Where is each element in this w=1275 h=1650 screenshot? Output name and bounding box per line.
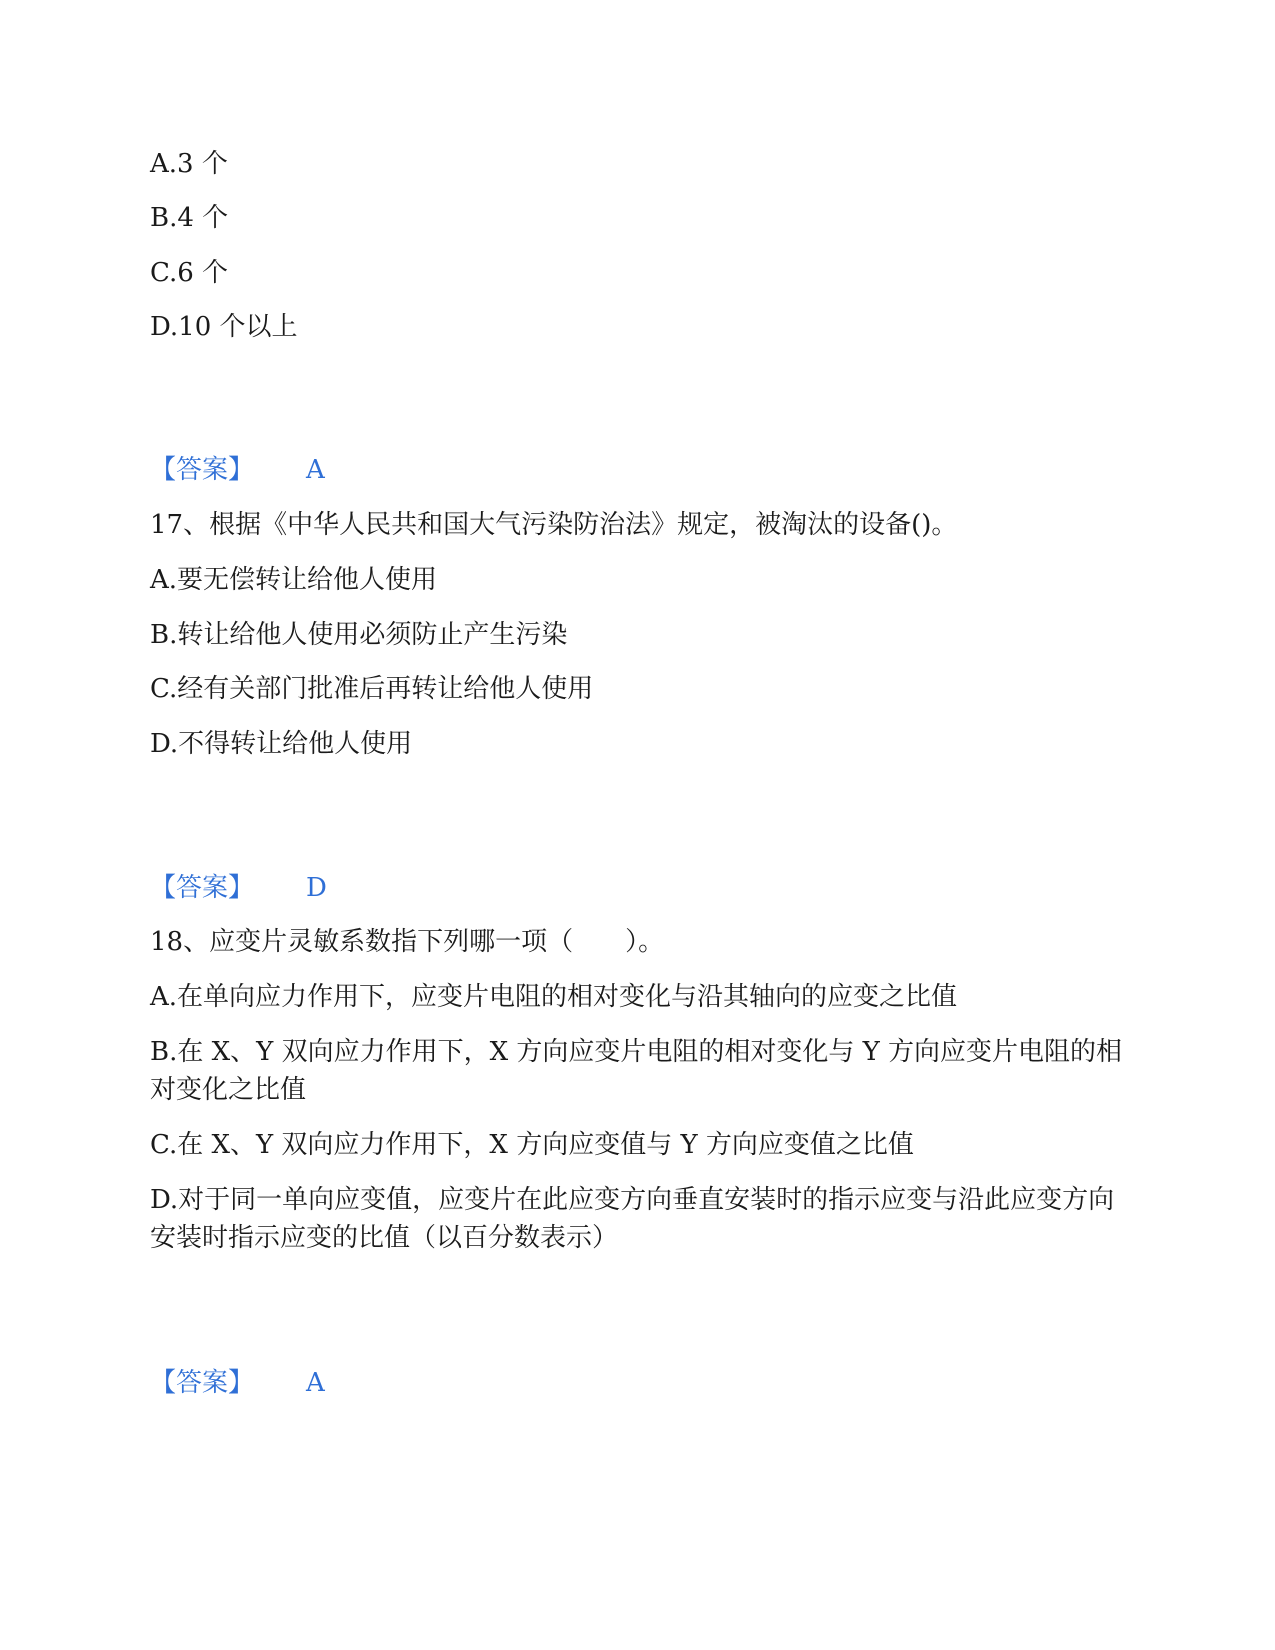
- answer-value: D: [306, 873, 327, 903]
- answer-value: A: [306, 1368, 325, 1398]
- q18-answer: [150, 1364, 325, 1402]
- q17-answer: [150, 869, 327, 907]
- answer-value: A: [306, 455, 325, 485]
- q17-question: 17、根据《中华人民共和国大气污染防治法》规定，被淘汰的设备()。: [150, 510, 958, 540]
- q16-option-d: D.10 个以上: [150, 312, 298, 342]
- q17-option-c: C.经有关部门批准后再转让给他人使用: [150, 674, 594, 704]
- q18-question: 18、应变片灵敏系数指下列哪一项（ ）。: [150, 927, 665, 957]
- answer-label: 【答案】: [150, 1368, 255, 1398]
- q18-option-a: A.在单向应力作用下，应变片电阻的相对变化与沿其轴向的应变之比值: [150, 982, 958, 1012]
- q17-option-d: D.不得转让给他人使用: [150, 729, 413, 759]
- q16-option-c: C.6 个: [150, 258, 229, 288]
- q17-option-a: A.要无偿转让给他人使用: [150, 565, 438, 595]
- q18-option-c: C.在 X、Y 双向应力作用下，X 方向应变值与 Y 方向应变值之比值: [150, 1130, 914, 1160]
- answer-label: 【答案】: [150, 455, 255, 485]
- answer-label: 【答案】: [150, 873, 255, 903]
- q16-option-a: A.3 个: [150, 149, 228, 179]
- q16-option-b: B.4 个: [150, 203, 229, 233]
- q16-answer: [150, 451, 325, 489]
- q17-option-b: B.转让给他人使用必须防止产生污染: [150, 620, 568, 650]
- q18-option-d: D.对于同一单向应变值，应变片在此应变方向垂直安装时的指示应变与沿此应变方向安装时指示应变的比值（以百分数表示）: [150, 1185, 1115, 1253]
- q18-option-b: B.在 X、Y 双向应力作用下，X 方向应变片电阻的相对变化与 Y 方向应变片电阻的相对变化之比值: [150, 1037, 1123, 1105]
